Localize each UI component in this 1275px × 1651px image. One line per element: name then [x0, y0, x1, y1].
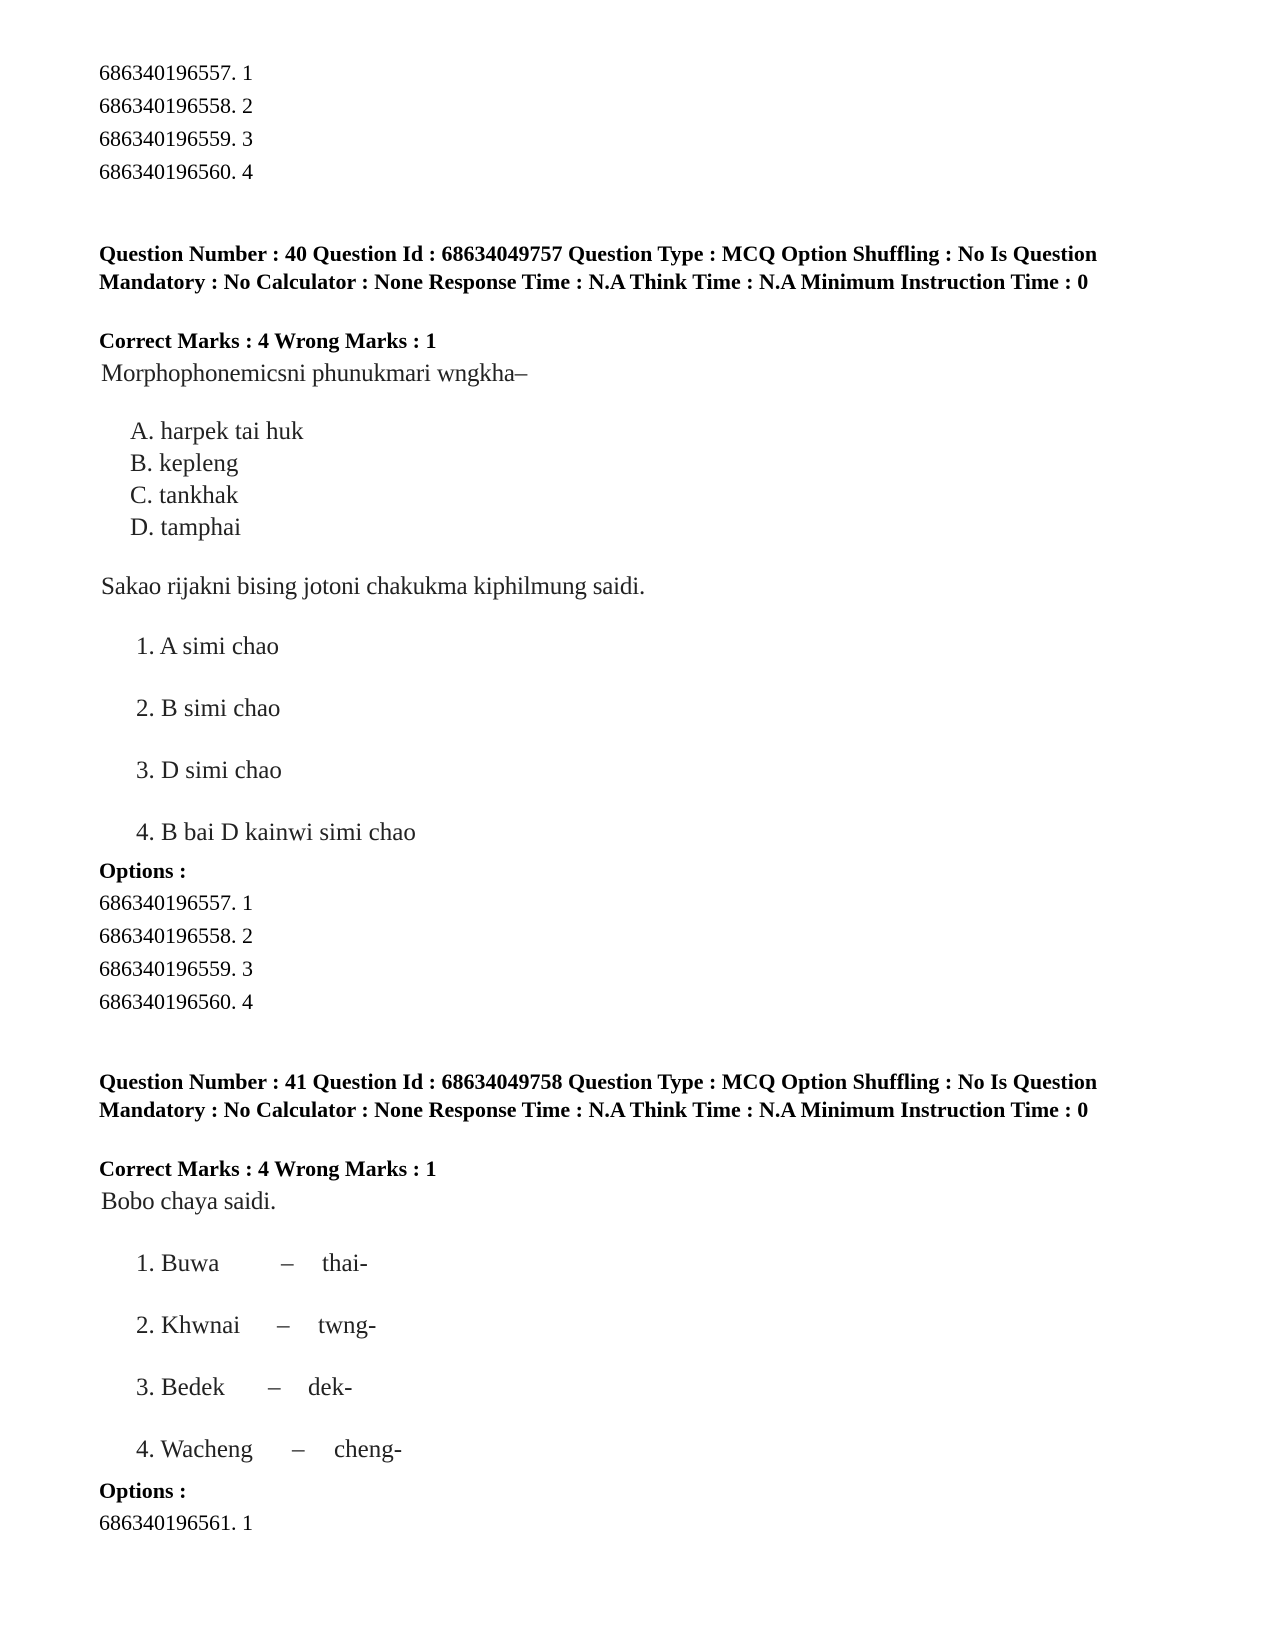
choice-b: B. kepleng — [130, 450, 239, 477]
option-line: 686340196558. 2 — [99, 923, 253, 948]
option-line: 686340196557. 1 — [99, 890, 253, 915]
numbered-option-1: 1. A simi chao — [136, 633, 280, 660]
question-41-header: Question Number : 41 Question Id : 68634049758 Question Type : MCQ Option Shuffling : No Is Question Mandatory : No Calculator : None Response Time : N.A Think Time : N.A Minimum Instruction Time : 0 — [99, 1069, 1098, 1122]
option-line: 686340196558. 2 — [99, 93, 253, 118]
pair-1-value: thai- — [322, 1250, 368, 1277]
choice-c: C. tankhak — [130, 482, 239, 509]
pair-4-value: cheng- — [334, 1436, 403, 1463]
pair-1-term: 1. Buwa — [136, 1250, 220, 1277]
question-40-instruction: Sakao rijakni bising jotoni chakukma kiphilmung saidi. — [101, 573, 645, 600]
pair-4-term: 4. Wacheng — [136, 1436, 253, 1463]
pair-3-term: 3. Bedek — [136, 1374, 225, 1401]
option-line: 686340196560. 4 — [99, 159, 253, 184]
question-41-marks: Correct Marks : 4 Wrong Marks : 1 — [99, 1156, 437, 1181]
pair-2-term: 2. Khwnai — [136, 1312, 241, 1339]
option-line: 686340196557. 1 — [99, 60, 253, 85]
choice-a: A. harpek tai huk — [130, 418, 304, 445]
choice-d: D. tamphai — [130, 514, 242, 541]
pair-2-value: twng- — [318, 1312, 377, 1339]
pair-2-dash: – — [277, 1312, 290, 1339]
pair-4-dash: – — [292, 1436, 305, 1463]
pair-3-value: dek- — [308, 1374, 353, 1401]
numbered-option-3: 3. D simi chao — [136, 757, 282, 784]
option-line: 686340196561. 1 — [99, 1510, 253, 1535]
option-line: 686340196559. 3 — [99, 126, 253, 151]
numbered-option-4: 4. B bai D kainwi simi chao — [136, 819, 416, 846]
numbered-option-2: 2. B simi chao — [136, 695, 281, 722]
question-40-stem: Morphophonemicsni phunukmari wngkha– — [101, 360, 528, 387]
options-label: Options : — [99, 858, 187, 883]
option-line: 686340196559. 3 — [99, 956, 253, 981]
pair-1-dash: – — [281, 1250, 294, 1277]
question-41-stem: Bobo chaya saidi. — [101, 1188, 277, 1215]
option-line: 686340196560. 4 — [99, 989, 253, 1014]
question-40-marks: Correct Marks : 4 Wrong Marks : 1 — [99, 328, 437, 353]
pair-3-dash: – — [268, 1374, 281, 1401]
question-40-header: Question Number : 40 Question Id : 68634049757 Question Type : MCQ Option Shuffling : No Is Question Mandatory : No Calculator : None Response Time : N.A Think Time : N.A Minimum Instruction Time : 0 — [99, 241, 1098, 294]
options-label: Options : — [99, 1478, 187, 1503]
